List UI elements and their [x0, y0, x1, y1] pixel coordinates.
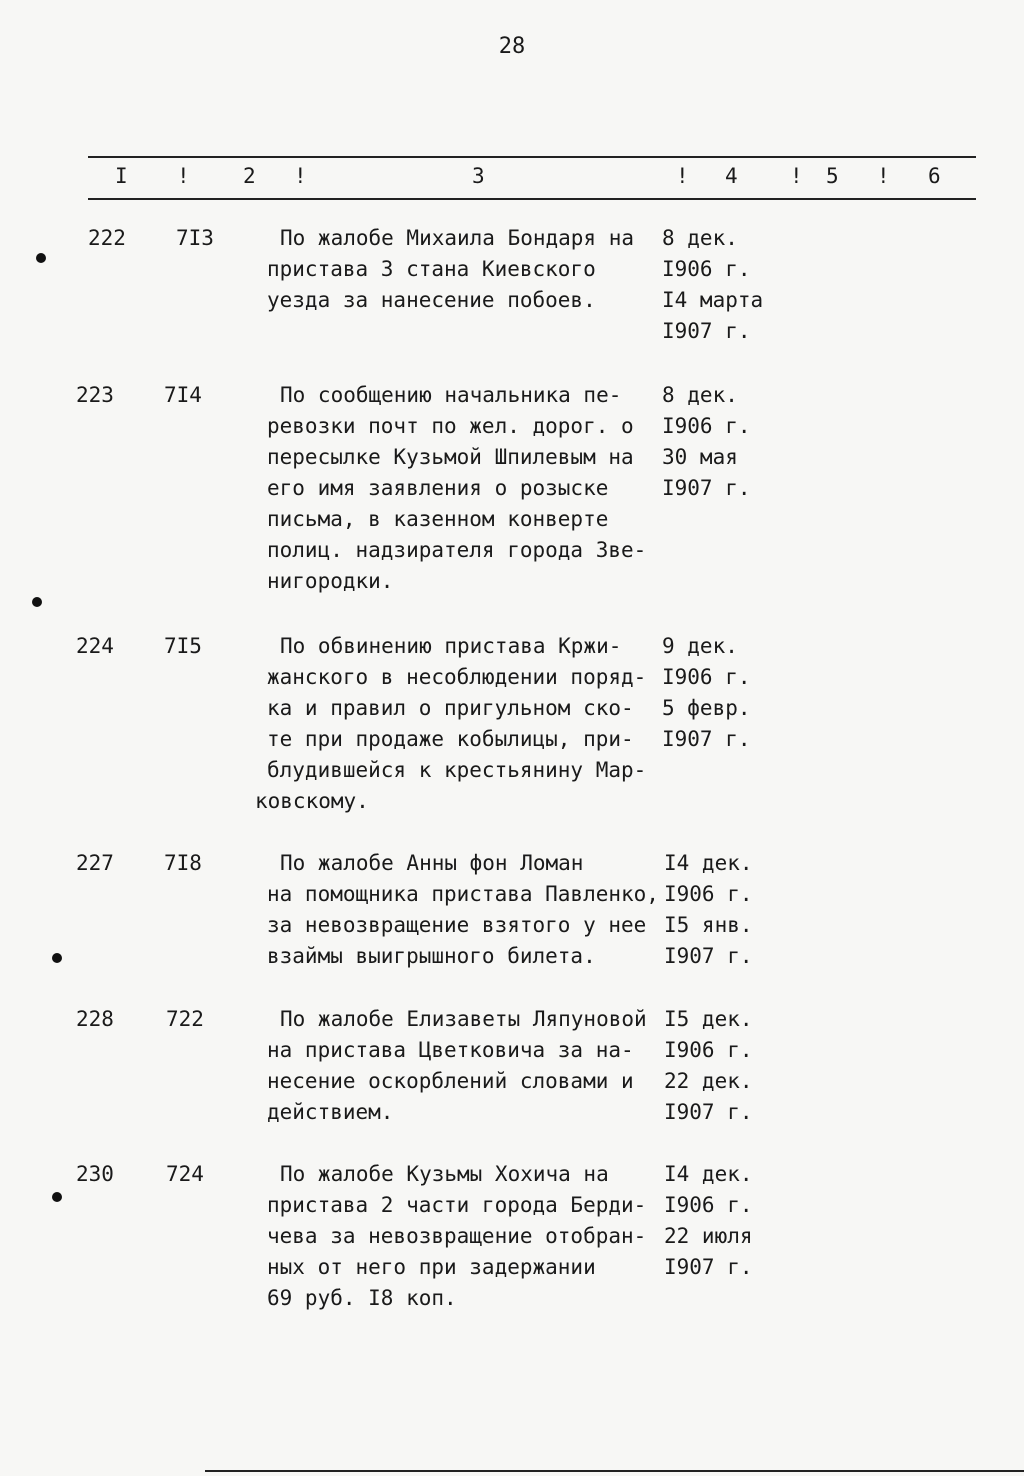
date-line: I5 янв.: [664, 913, 753, 937]
date-line: I906 г.: [662, 414, 751, 438]
date-line: I907 г.: [664, 944, 753, 968]
header-col-6: 6: [928, 164, 941, 188]
date-line: I906 г.: [662, 257, 751, 281]
file-number: 722: [166, 1007, 204, 1031]
date-line: 8 дек.: [662, 226, 738, 250]
date-line: I907 г.: [662, 319, 751, 343]
description-line: ка и правил о пригульном ско-: [267, 696, 634, 720]
description-line: взаймы выигрышного билета.: [267, 944, 596, 968]
entry-dates: [662, 380, 782, 504]
date-line: I906 г.: [664, 882, 753, 906]
page-number: 28: [498, 34, 526, 59]
description-line: письма, в казенном конверте: [267, 507, 609, 531]
header-col-3: 3: [472, 164, 485, 188]
description-line: По сообщению начальника пе-: [280, 383, 622, 407]
entry-description: [267, 1159, 662, 1314]
description-line: По жалобе Кузьмы Хохича на: [280, 1162, 609, 1186]
description-line: ных от него при задержании: [267, 1255, 596, 1279]
header-separator: !: [294, 164, 307, 188]
description-line: на помощника пристава Павленко,: [267, 882, 659, 906]
punch-hole-mark: [52, 1192, 62, 1202]
date-line: 30 мая: [662, 445, 738, 469]
date-line: 8 дек.: [662, 383, 738, 407]
date-line: I907 г.: [662, 727, 751, 751]
file-number: 7I4: [164, 383, 202, 407]
header-separator: !: [790, 164, 803, 188]
date-line: I906 г.: [662, 665, 751, 689]
header-col-1: I: [115, 164, 128, 188]
description-line: По жалобе Елизаветы Ляпуновой: [280, 1007, 647, 1031]
description-line: уезда за нанесение побоев.: [267, 288, 596, 312]
entry-description: [267, 848, 667, 972]
date-line: I906 г.: [664, 1038, 753, 1062]
file-number: 7I5: [164, 634, 202, 658]
description-line: 69 руб. I8 коп.: [267, 1286, 457, 1310]
date-line: I4 марта: [662, 288, 764, 312]
date-line: I5 дек.: [664, 1007, 753, 1031]
header-top-rule: [88, 156, 976, 158]
date-line: 22 дек.: [664, 1069, 753, 1093]
description-line: ковскому.: [255, 789, 369, 813]
header-bottom-rule: [88, 198, 976, 200]
entry-dates: [664, 1159, 784, 1283]
date-line: I907 г.: [662, 476, 751, 500]
punch-hole-mark: [36, 253, 46, 263]
description-line: блудившейся к крестьянину Мар-: [267, 758, 647, 782]
punch-hole-mark: [52, 953, 62, 963]
description-line: действием.: [267, 1100, 394, 1124]
date-line: 5 февр.: [662, 696, 751, 720]
table-header: [0, 164, 1024, 192]
date-line: I4 дек.: [664, 1162, 753, 1186]
description-line: несение оскорблений словами и: [267, 1069, 634, 1093]
date-line: I907 г.: [664, 1100, 753, 1124]
page-bottom-rule: [205, 1470, 1024, 1472]
description-line: пересылке Кузьмой Шпилевым на: [267, 445, 634, 469]
description-line: на пристава Цветковича за на-: [267, 1038, 634, 1062]
punch-hole-mark: [32, 597, 42, 607]
entry-number: 228: [76, 1007, 114, 1031]
file-number: 7I8: [164, 851, 202, 875]
header-col-4: 4: [725, 164, 738, 188]
date-line: 9 дек.: [662, 634, 738, 658]
description-line: По обвинению пристава Кржи-: [280, 634, 622, 658]
entry-description: [255, 631, 662, 817]
entry-dates: [662, 631, 782, 755]
entry-dates: [664, 1004, 784, 1128]
entry-number: 223: [76, 383, 114, 407]
description-line: ревозки почт по жел. дорог. о: [267, 414, 634, 438]
entry-number: 230: [76, 1162, 114, 1186]
date-line: I906 г.: [664, 1193, 753, 1217]
entry-description: [267, 380, 662, 597]
date-line: 22 июля: [664, 1224, 753, 1248]
date-line: I907 г.: [664, 1255, 753, 1279]
header-col-2: 2: [243, 164, 256, 188]
date-line: I4 дек.: [664, 851, 753, 875]
entry-number: 224: [76, 634, 114, 658]
file-number: 724: [166, 1162, 204, 1186]
description-line: пристава 3 стана Киевского: [267, 257, 596, 281]
entry-dates: [662, 223, 782, 347]
description-line: нигородки.: [267, 569, 394, 593]
description-line: те при продаже кобылицы, при-: [267, 727, 634, 751]
entry-number: 222: [88, 226, 126, 250]
entry-number: 227: [76, 851, 114, 875]
entry-description: [267, 1004, 662, 1128]
header-separator: !: [676, 164, 689, 188]
description-line: пристава 2 части города Берди-: [267, 1193, 647, 1217]
description-line: По жалобе Михаила Бондаря на: [280, 226, 635, 250]
description-line: за невозвращение взятого у нее: [267, 913, 647, 937]
header-separator: !: [177, 164, 190, 188]
file-number: 7I3: [176, 226, 214, 250]
description-line: жанского в несоблюдении поряд-: [267, 665, 647, 689]
description-line: полиц. надзирателя города Зве-: [267, 538, 647, 562]
description-line: его имя заявления о розыске: [267, 476, 609, 500]
header-col-5: 5: [826, 164, 839, 188]
entry-dates: [664, 848, 784, 972]
entry-description: [267, 223, 662, 316]
description-line: По жалобе Анны фон Ломан: [280, 851, 584, 875]
header-separator: !: [877, 164, 890, 188]
description-line: чева за невозвращение отобран-: [267, 1224, 647, 1248]
